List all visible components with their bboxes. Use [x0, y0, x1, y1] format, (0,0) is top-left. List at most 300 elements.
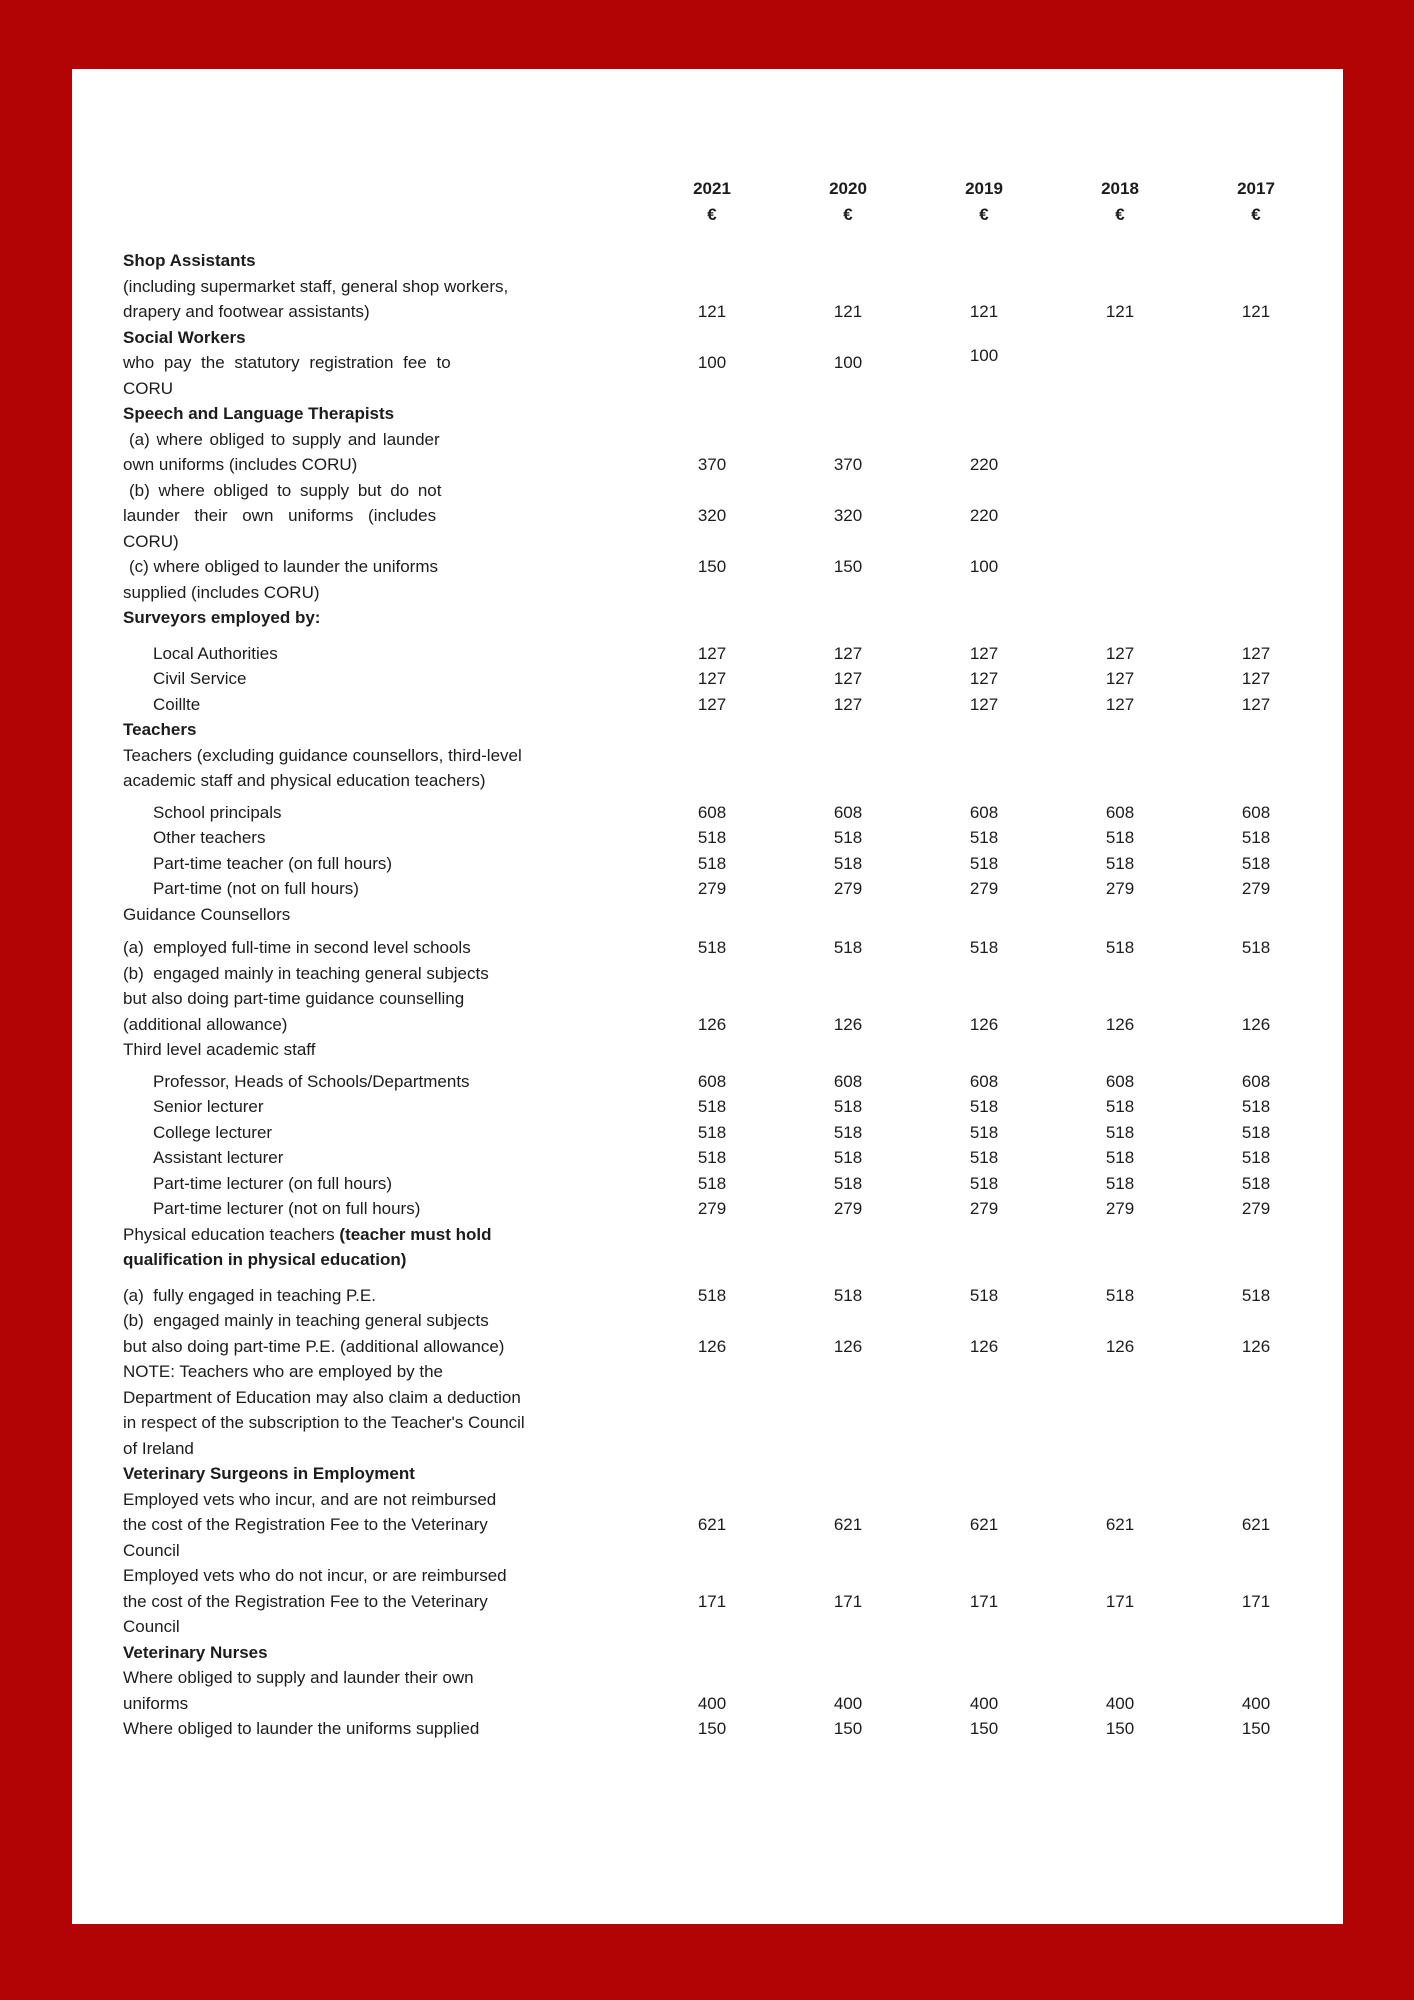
value-cell: [1052, 1247, 1188, 1273]
value-cell: 518: [833, 1173, 863, 1193]
row-label: Coillte: [153, 694, 201, 714]
value-cell: [1188, 1359, 1324, 1385]
row-label: Department of Education may also claim a deduction: [123, 1387, 521, 1407]
row-label: Part-time (not on full hours): [153, 879, 359, 898]
value-cell: [780, 1222, 916, 1248]
value-cell: [1052, 986, 1188, 1012]
value-cell: 127: [1241, 669, 1271, 688]
row-label: Physical education teachers (teacher must hold: [123, 1224, 492, 1244]
table-row: [123, 503, 1324, 529]
value-cell: 621: [1105, 1515, 1135, 1534]
value-cell: 150: [833, 557, 863, 576]
value-cell: [1188, 1665, 1324, 1691]
value-cell: [1188, 248, 1324, 274]
value-cell: 621: [1241, 1515, 1271, 1534]
value-cell: 518: [1241, 938, 1271, 957]
value-cell: 608: [1105, 1071, 1135, 1091]
table-row: [123, 1037, 1324, 1063]
value-cell: [1052, 1538, 1188, 1564]
table-row: [123, 580, 1324, 606]
row-label: supplied (includes CORU): [123, 582, 320, 602]
value-cell: 127: [833, 669, 863, 688]
table-row: [123, 605, 1324, 631]
row-label: (a) where obliged to supply and launder: [129, 429, 440, 449]
value-cell: 220: [969, 506, 999, 525]
table-row: [123, 376, 1324, 402]
value-cell: 400: [833, 1693, 863, 1713]
euro-symbol: €: [843, 205, 853, 224]
row-label: (including supermarket staff, general shop workers,: [123, 276, 509, 296]
row-label: own uniforms (includes CORU): [123, 455, 358, 474]
table-row: [123, 1145, 1324, 1171]
value-cell: [1052, 717, 1188, 743]
value-cell: 171: [697, 1591, 727, 1611]
value-cell: [1052, 503, 1188, 529]
value-cell: [1052, 350, 1188, 376]
value-cell: [1188, 1410, 1324, 1436]
value-cell: 608: [833, 1071, 863, 1091]
table-row: [123, 800, 1324, 826]
value-cell: 608: [833, 802, 863, 822]
row-label: Council: [123, 1617, 180, 1636]
value-cell: 400: [1241, 1693, 1271, 1713]
value-cell: [780, 580, 916, 606]
row-label: uniforms: [123, 1693, 189, 1713]
value-cell: [644, 717, 780, 743]
value-cell: [1052, 1359, 1188, 1385]
value-cell: 518: [1105, 1285, 1135, 1305]
value-cell: [780, 1563, 916, 1589]
value-cell: 518: [697, 938, 727, 957]
value-cell: 400: [697, 1693, 727, 1713]
value-cell: 121: [969, 302, 999, 321]
table-rows: [123, 248, 1324, 1742]
table-row: [123, 478, 1324, 504]
row-label: Teachers (excluding guidance counsellors, third-level: [123, 745, 522, 765]
value-cell: 518: [969, 1122, 999, 1142]
expenses-table: [123, 170, 1324, 1742]
table-row: [123, 641, 1324, 667]
value-cell: 320: [697, 506, 727, 525]
value-cell: [1188, 580, 1324, 606]
table-row: [123, 325, 1324, 351]
row-label-bold-part: (teacher must hold: [339, 1224, 492, 1244]
value-cell: 518: [1241, 828, 1271, 847]
value-cell: 127: [833, 643, 863, 663]
value-cell: 320: [833, 506, 863, 525]
value-cell: [1188, 1436, 1324, 1462]
table-row: [123, 1222, 1324, 1248]
value-cell: 279: [833, 879, 863, 898]
table-row: [123, 1563, 1324, 1589]
value-cell: [780, 768, 916, 794]
row-label: Third level academic staff: [123, 1040, 316, 1059]
value-cell: [644, 1665, 780, 1691]
value-cell: 220: [969, 455, 999, 474]
value-cell: 279: [833, 1199, 863, 1218]
value-cell: [644, 1410, 780, 1436]
value-cell: [1052, 401, 1188, 427]
value-cell: [1052, 1665, 1188, 1691]
value-cell: [1188, 1487, 1324, 1513]
value-cell: [644, 401, 780, 427]
value-cell: 126: [969, 1014, 999, 1034]
table-row: [123, 1410, 1324, 1436]
value-cell: 518: [1105, 1173, 1135, 1193]
value-cell: 127: [697, 669, 727, 688]
value-cell: 126: [969, 1336, 999, 1356]
table-row: [123, 1512, 1324, 1538]
table-row: [123, 876, 1324, 902]
value-cell: [780, 1538, 916, 1564]
value-cell: [780, 986, 916, 1012]
row-label: Social Workers: [123, 327, 246, 347]
value-cell: 518: [833, 1097, 863, 1116]
value-cell: [780, 427, 916, 453]
value-cell: 400: [969, 1693, 999, 1713]
value-cell: [1052, 1037, 1188, 1063]
value-cell: [1052, 1308, 1188, 1334]
euro-symbol: €: [979, 205, 989, 224]
value-cell: 171: [969, 1591, 999, 1611]
value-cell: 121: [833, 302, 863, 321]
table-row: [123, 1094, 1324, 1120]
value-cell: [1052, 478, 1188, 504]
value-cell: [1188, 1247, 1324, 1273]
value-cell: [916, 986, 1052, 1012]
value-cell: 150: [697, 1719, 727, 1738]
value-cell: [780, 274, 916, 300]
row-label: CORU): [123, 531, 179, 551]
value-cell: [780, 605, 916, 631]
value-cell: [1188, 1222, 1324, 1248]
value-cell: 608: [1241, 1071, 1271, 1091]
value-cell: 127: [1241, 643, 1271, 663]
row-label: Veterinary Surgeons in Employment: [123, 1464, 415, 1483]
value-cell: 518: [697, 1122, 727, 1142]
euro-symbol: €: [707, 205, 717, 224]
value-cell: [1188, 961, 1324, 987]
value-cell: 127: [1241, 694, 1271, 714]
value-cell: 150: [969, 1719, 999, 1738]
value-cell: 126: [1241, 1336, 1271, 1356]
row-label: (a) employed full-time in second level schools: [123, 938, 471, 957]
value-cell: [1188, 503, 1324, 529]
value-cell: 150: [697, 557, 727, 576]
value-cell: 279: [1105, 1199, 1135, 1218]
value-cell: 518: [1105, 1148, 1135, 1167]
value-cell: [1052, 768, 1188, 794]
value-cell: [1188, 274, 1324, 300]
value-cell: 171: [1241, 1591, 1271, 1611]
value-cell: [1052, 1222, 1188, 1248]
value-cell: [916, 961, 1052, 987]
value-cell: [916, 1563, 1052, 1589]
value-cell: [780, 325, 916, 351]
value-cell: [780, 717, 916, 743]
value-cell: 279: [1241, 879, 1271, 898]
value-cell: 121: [1241, 302, 1271, 321]
value-cell: 126: [1241, 1014, 1271, 1034]
value-cell: [916, 529, 1052, 555]
row-label: Speech and Language Therapists: [123, 404, 395, 423]
currency-header-row: [123, 202, 1324, 228]
value-cell: [916, 1222, 1052, 1248]
value-cell: [780, 1037, 916, 1063]
value-cell: [780, 1640, 916, 1666]
table-row: [123, 1640, 1324, 1666]
value-cell: 518: [1241, 1097, 1271, 1116]
value-cell: [916, 580, 1052, 606]
row-label: Council: [123, 1540, 180, 1560]
value-cell: [780, 1436, 916, 1462]
value-cell: 127: [969, 694, 999, 714]
value-cell: 608: [969, 802, 999, 822]
row-label: the cost of the Registration Fee to the Veterinary: [123, 1591, 488, 1611]
value-cell: [916, 1640, 1052, 1666]
value-cell: 127: [697, 694, 727, 714]
value-cell: [780, 401, 916, 427]
table-row: [123, 768, 1324, 794]
value-cell: [1188, 1308, 1324, 1334]
value-cell: [644, 1385, 780, 1411]
value-cell: 127: [969, 669, 999, 688]
row-label: (c) where obliged to launder the uniforms: [129, 557, 438, 576]
value-cell: 518: [1241, 1122, 1271, 1142]
document-page: [72, 69, 1343, 1924]
euro-symbol: €: [1115, 205, 1125, 224]
value-cell: [644, 325, 780, 351]
value-cell: 171: [1105, 1591, 1135, 1611]
table-row: [123, 961, 1324, 987]
row-label: (additional allowance): [123, 1014, 288, 1034]
value-cell: 518: [697, 1148, 727, 1167]
value-cell: 518: [697, 1285, 727, 1305]
value-cell: 518: [833, 828, 863, 847]
row-label: Veterinary Nurses: [123, 1642, 268, 1662]
value-cell: [780, 961, 916, 987]
table-row: [123, 692, 1324, 718]
value-cell: [780, 376, 916, 402]
value-cell: [1188, 717, 1324, 743]
row-label: but also doing part-time guidance counselling: [123, 989, 465, 1008]
value-cell: [916, 1410, 1052, 1436]
value-cell: 279: [969, 1199, 999, 1218]
value-cell: 621: [969, 1515, 999, 1534]
value-cell: [1188, 401, 1324, 427]
value-cell: [1188, 605, 1324, 631]
value-cell: 608: [1105, 802, 1135, 822]
table-row: [123, 666, 1324, 692]
value-cell: [1052, 1385, 1188, 1411]
value-cell: 370: [833, 455, 863, 474]
row-label: qualification in physical education): [123, 1250, 407, 1269]
value-cell: [644, 1247, 780, 1273]
value-cell: [1188, 554, 1324, 580]
table-row: [123, 401, 1324, 427]
table-row: [123, 1538, 1324, 1564]
header-label-spacer: [123, 202, 644, 228]
value-cell: 518: [969, 938, 999, 957]
value-cell: [1052, 554, 1188, 580]
value-cell: 100: [697, 353, 727, 372]
value-cell: 518: [1105, 828, 1135, 847]
value-cell: [916, 376, 1052, 402]
row-label: academic staff and physical education teachers): [123, 771, 486, 790]
year-header: 2020: [829, 179, 867, 198]
value-cell: 621: [833, 1515, 863, 1534]
table-row: [123, 1614, 1324, 1640]
value-cell: [780, 743, 916, 769]
value-cell: [644, 478, 780, 504]
value-cell: [916, 1436, 1052, 1462]
value-cell: [1188, 1563, 1324, 1589]
table-row: [123, 1334, 1324, 1360]
row-label: (b) where obliged to supply but do not: [129, 480, 442, 500]
row-label: Other teachers: [153, 828, 266, 847]
value-cell: 518: [1241, 853, 1271, 873]
row-label: Local Authorities: [153, 643, 278, 663]
table-row: [123, 1487, 1324, 1513]
value-cell: [780, 1461, 916, 1487]
value-cell: 150: [833, 1719, 863, 1738]
value-cell: [644, 743, 780, 769]
value-cell: [916, 274, 1052, 300]
value-cell: 518: [1105, 1122, 1135, 1142]
table-row: [123, 1171, 1324, 1197]
value-cell: 126: [1105, 1336, 1135, 1356]
row-label: Surveyors employed by:: [123, 608, 321, 627]
value-cell: [644, 248, 780, 274]
table-row: [123, 299, 1324, 325]
value-cell: 608: [969, 1071, 999, 1091]
value-cell: 279: [969, 879, 999, 898]
value-cell: [1052, 529, 1188, 555]
value-cell: [644, 1563, 780, 1589]
value-cell: [1052, 1487, 1188, 1513]
row-label: Where obliged to supply and launder their own: [123, 1668, 474, 1687]
table-row: [123, 1069, 1324, 1095]
value-cell: [1052, 452, 1188, 478]
value-cell: [780, 529, 916, 555]
value-cell: [644, 902, 780, 928]
value-cell: 518: [697, 853, 727, 873]
value-cell: [780, 1410, 916, 1436]
value-cell: [644, 529, 780, 555]
value-cell: [780, 1487, 916, 1513]
value-cell: [916, 1308, 1052, 1334]
value-cell: 608: [1241, 802, 1271, 822]
value-cell: [916, 1359, 1052, 1385]
table-row: [123, 1196, 1324, 1222]
table-row: [123, 935, 1324, 961]
row-label: Part-time lecturer (not on full hours): [153, 1199, 421, 1218]
value-cell: 126: [833, 1336, 863, 1356]
year-header: 2019: [965, 179, 1003, 198]
value-cell: 100: [969, 346, 999, 365]
value-cell: [1188, 1037, 1324, 1063]
table-row: [123, 1385, 1324, 1411]
table-row: [123, 452, 1324, 478]
table-row: [123, 554, 1324, 580]
year-header-row: [123, 176, 1324, 202]
row-label: Employed vets who incur, and are not reimbursed: [123, 1489, 497, 1509]
value-cell: [644, 1359, 780, 1385]
value-cell: 150: [1105, 1719, 1135, 1738]
table-row: [123, 717, 1324, 743]
table-row: [123, 1247, 1324, 1273]
table-row: [123, 1012, 1324, 1038]
value-cell: [644, 376, 780, 402]
value-cell: 518: [697, 1173, 727, 1193]
value-cell: 518: [969, 1097, 999, 1116]
value-cell: [1188, 478, 1324, 504]
table-row: [123, 1716, 1324, 1742]
value-cell: [916, 478, 1052, 504]
value-cell: [644, 605, 780, 631]
table-row: [123, 529, 1324, 555]
value-cell: 127: [969, 643, 999, 663]
row-label: School principals: [153, 802, 282, 822]
value-cell: 518: [969, 828, 999, 847]
row-label: but also doing part-time P.E. (additional allowance): [123, 1336, 505, 1356]
value-cell: [1052, 427, 1188, 453]
value-cell: [916, 902, 1052, 928]
row-label: Civil Service: [153, 669, 247, 688]
value-cell: [1052, 248, 1188, 274]
value-cell: [1052, 902, 1188, 928]
value-cell: [644, 427, 780, 453]
value-cell: 518: [697, 828, 727, 847]
value-cell: [916, 1665, 1052, 1691]
row-label: (a) fully engaged in teaching P.E.: [123, 1285, 376, 1305]
value-cell: [1052, 274, 1188, 300]
value-cell: [1052, 961, 1188, 987]
row-label: of Ireland: [123, 1438, 194, 1458]
row-label: in respect of the subscription to the Teacher's Council: [123, 1413, 525, 1432]
table-row: [123, 1436, 1324, 1462]
value-cell: [1188, 325, 1324, 351]
row-label: Employed vets who do not incur, or are reimbursed: [123, 1566, 507, 1585]
value-cell: [644, 1614, 780, 1640]
table-row: [123, 743, 1324, 769]
value-cell: [644, 1222, 780, 1248]
value-cell: [1052, 1563, 1188, 1589]
value-cell: [780, 902, 916, 928]
value-cell: [1052, 743, 1188, 769]
year-header: 2017: [1237, 179, 1275, 198]
row-label: Part-time teacher (on full hours): [153, 853, 393, 873]
row-label: Shop Assistants: [123, 251, 256, 270]
row-label: (b) engaged mainly in teaching general subjects: [123, 1311, 489, 1330]
row-label: NOTE: Teachers who are employed by the: [123, 1362, 444, 1381]
value-cell: 518: [833, 853, 863, 873]
table-row: [123, 274, 1324, 300]
value-cell: 370: [697, 455, 727, 474]
value-cell: 518: [1105, 1097, 1135, 1116]
value-cell: [916, 605, 1052, 631]
table-row: [123, 1665, 1324, 1691]
value-cell: [1188, 427, 1324, 453]
value-cell: [1052, 325, 1188, 351]
value-cell: [1052, 1461, 1188, 1487]
row-label: Professor, Heads of Schools/Departments: [153, 1071, 470, 1091]
value-cell: [644, 1538, 780, 1564]
value-cell: 171: [833, 1591, 863, 1611]
value-cell: [1052, 580, 1188, 606]
value-cell: [1052, 605, 1188, 631]
value-cell: [916, 743, 1052, 769]
